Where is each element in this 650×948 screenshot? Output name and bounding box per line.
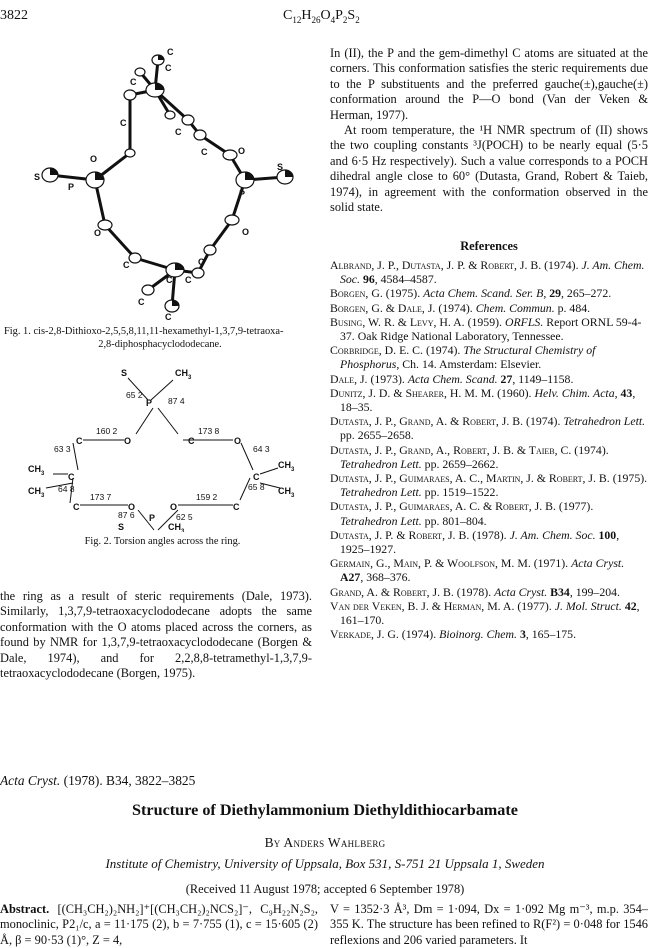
figure2-caption: Fig. 2. Torsion angles across the ring.	[84, 536, 241, 547]
reference-item: Busing, W. R. & Levy, H. A. (1959). ORFLS. Report ORNL 59-4-37. Oak Ridge National Laboratory, Tennessee.	[330, 314, 642, 344]
torsion-angle: 64 3	[253, 444, 270, 454]
fig2-phosphorus-bottom: P	[149, 513, 156, 523]
torsion-angle: 87 6	[118, 510, 135, 520]
paragraph-steric: the ring as a result of steric requirements (Dale, 1973). Similarly, 1,3,7,9-tetraoxacyclododecane adopts the same conformation with the O atoms placed across the corners, as found by NMR for 1,3,7,9-tetraoxacyclododecane (Borgen & Dale, 1974), and for 2,2,8,8-tetramethyl-1,3,7,9-tetraoxacyclododecane (Borgen, 1975).	[0, 589, 312, 681]
reference-item: Germain, G., Main, P. & Woolfson, M. M. (1971). Acta Cryst. A27, 368–376.	[330, 556, 625, 585]
fig1-label-s: S	[277, 162, 284, 172]
reference-item: Dunitz, J. D. & Shearer, H. M. M. (1960). Helv. Chim. Acta, 43, 18–35.	[330, 385, 636, 415]
fig2-carbon-ll: C	[73, 502, 80, 512]
fig1-label-p: P	[239, 189, 246, 199]
reference-item: Dale, J. (1973). Acta Chem. Scand. 27, 1149–1158.	[330, 371, 574, 386]
received-dates: (Received 11 August 1978; accepted 6 September 1978)	[185, 882, 465, 896]
fig1-label-c: C	[138, 297, 145, 307]
reference-item: Dutasta, J. P., Guimaraes, A. C., Martin, J. & Robert, J. B. (1975). Tetrahedron Lett. pp. 1519–1522.	[330, 471, 648, 500]
paragraph-conformation: In (II), the P and the gem-dimethyl C atoms are situated at the corners. This conformation satisfies the steric requirements due to the P substituents and the preferred gauche(±),gauche(±) conformation around the P—O bond (Van der Veken & Herman, 1977).	[330, 46, 648, 122]
figure1-atoms	[42, 55, 293, 312]
fig2-methyl-bottom: $CH_3$	[168, 522, 185, 532]
fig2-phosphorus-top: P	[146, 398, 153, 408]
paragraph-nmr: At room temperature, the ¹H NMR spectrum of (II) shows the two coupling constants ³J(POCH) to be nearly equal (5·5 and 6·5 Hz respectively). Such a value corresponds to a POCH dihedral angle close to 60° (Dutasta, Grand, Robert & Taieb, 1974), in agreement with the conformation observed in the solid state.	[330, 123, 648, 215]
fig1-label-c: C	[120, 118, 127, 128]
fig1-label-c: C	[198, 257, 205, 267]
fig2-oxygen-lr: O	[170, 502, 178, 512]
fig2-sulfur-top: S	[121, 368, 128, 378]
fig2-methyl-r1: $CH_3$	[278, 460, 295, 473]
reference-item: Corbridge, D. E. C. (1974). The Structural Chemistry of Phosphorus, Ch. 14. Amsterdam: Elsevier.	[330, 343, 596, 372]
torsion-angle: 65 2	[126, 390, 143, 400]
fig2-methyl-l1: $CH_3$	[28, 464, 45, 477]
reference-list	[330, 258, 648, 641]
reference-item: Albrand, J. P., Dutasta, J. P. & Robert, J. B. (1974). J. Am. Chem. Soc. 96, 4584–4587.	[330, 258, 645, 287]
fig1-label-o: O	[242, 227, 250, 237]
reference-item: Dutasta, J. P., Guimaraes, A. C. & Robert, J. B. (1977). Tetrahedron Lett. pp. 801–804.	[330, 499, 594, 528]
figure2-bonds	[46, 378, 280, 530]
torsion-angle: 62 5	[176, 512, 193, 522]
right-column-text	[330, 46, 648, 215]
figure2-torsion-diagram	[28, 360, 318, 532]
page-number: 3822	[0, 8, 28, 23]
fig2-methyl-r2: $CH_3$	[278, 486, 295, 499]
abstract-right: V = 1352·3 Å³, Dm = 1·094, Dx = 1·092 Mg m⁻³, m.p. 354–355 K. The structure has been refined to R(F²) = 0·048 for 1546 reflexions and 206 varied parameters. It	[330, 902, 648, 947]
fig2-sulfur-bottom: S	[118, 522, 125, 532]
torsion-angle: 87 4	[168, 396, 185, 406]
fig2-carbon-right: C	[253, 472, 260, 482]
reference-item: Dutasta, J. P., Grand, A., Robert, J. B. & Taieb, C. (1974). Tetrahedron Lett. pp. 2659–2662.	[330, 442, 609, 471]
reference-item: Borgen, G. (1975). Acta Chem. Scand. Ser. B, 29, 265–272.	[330, 286, 612, 301]
torsion-angle: 159 2	[196, 492, 218, 502]
fig1-label-c: C	[201, 147, 208, 157]
abstract-left: Abstract. [(CH₃CH₂)₂NH₂]⁺[(CH₃CH₂)₂NCS₂]⁻, C₉H₂₂N₂S₂, monoclinic, P2₁/c, a = 11·175 (2), b = 7·755 (1), c = 15·605 (2) Å, β = 90·53 (1)°, Z = 4,	[0, 902, 318, 947]
reference-item: Grand, A. & Robert, J. B. (1978). Acta Cryst. B34, 199–204.	[330, 584, 620, 599]
fig1-label-c: C	[166, 275, 173, 285]
reference-item: Van der Veken, B. J. & Herman, M. A. (1977). J. Mol. Struct. 42, 161–170.	[330, 598, 640, 628]
fig1-label-c: C	[165, 312, 172, 322]
reference-item: Verkade, J. G. (1974). Bioinorg. Chem. 3, 165–175.	[330, 627, 577, 642]
torsion-angle: 63 3	[54, 444, 71, 454]
references-heading: References	[460, 239, 518, 253]
fig1-label-c: C	[130, 77, 137, 87]
left-column-text	[0, 589, 312, 681]
journal-citation: Acta Cryst. (1978). B34, 3822–3825	[0, 773, 196, 788]
figure1-caption: Fig. 1. cis-2,8-Dithioxo-2,5,5,8,11,11-hexamethyl-1,3,7,9-tetraoxa- 2,8-diphosphacyclododecane.	[4, 326, 284, 350]
fig2-methyl-l2: $CH_3$	[28, 486, 45, 499]
fig1-label-o: O	[90, 154, 98, 164]
fig1-label-c: C	[167, 47, 174, 57]
fig2-oxygen-ll: O	[128, 502, 136, 512]
author-byline: By Anders Wahlberg	[264, 835, 386, 850]
reference-item: Dutasta, J. P., Grand, A. & Robert, J. B. (1974). Tetrahedron Lett. pp. 2655–2658.	[330, 414, 646, 443]
author-affiliation: Institute of Chemistry, University of Uppsala, Box 531, S-751 21 Uppsala 1, Sweden	[105, 856, 545, 871]
torsion-angle: 160 2	[96, 426, 118, 436]
torsion-angle: 173 8	[198, 426, 220, 436]
fig2-methyl-top: $CH_3$	[175, 368, 192, 381]
fig1-label-c: C	[175, 127, 182, 137]
fig2-carbon-ur: C	[188, 436, 195, 446]
torsion-angle: 64 8	[58, 484, 75, 494]
fig2-carbon-lr: C	[233, 502, 240, 512]
figure1-molecule-drawing	[20, 40, 315, 322]
article-title: Structure of Diethylammonium Diethyldithiocarbamate	[132, 801, 518, 819]
fig1-label-c: C	[123, 260, 130, 270]
torsion-angle: 173 7	[90, 492, 112, 502]
reference-item: Dutasta, J. P. & Robert, J. B. (1978). J. Am. Chem. Soc. 100, 1925–1927.	[330, 527, 620, 557]
fig1-label-o: O	[94, 228, 102, 238]
fig2-oxygen-ul: O	[124, 436, 132, 446]
fig2-carbon-left: C	[68, 472, 75, 482]
fig1-label-c: C	[185, 275, 192, 285]
fig2-oxygen-ur: O	[234, 436, 242, 446]
fig1-label-s: S	[34, 172, 41, 182]
running-head-formula: $C_{12}H_{26}O_4P_2S_2$	[283, 8, 360, 25]
fig1-label-p: P	[68, 182, 75, 192]
torsion-angle: 65 8	[248, 482, 265, 492]
fig2-carbon-ul: C	[76, 436, 83, 446]
fig1-label-o: O	[238, 146, 246, 156]
reference-item: Borgen, G. & Dale, J. (1974). Chem. Commun. p. 484.	[330, 300, 591, 315]
fig1-label-c: C	[165, 63, 172, 73]
